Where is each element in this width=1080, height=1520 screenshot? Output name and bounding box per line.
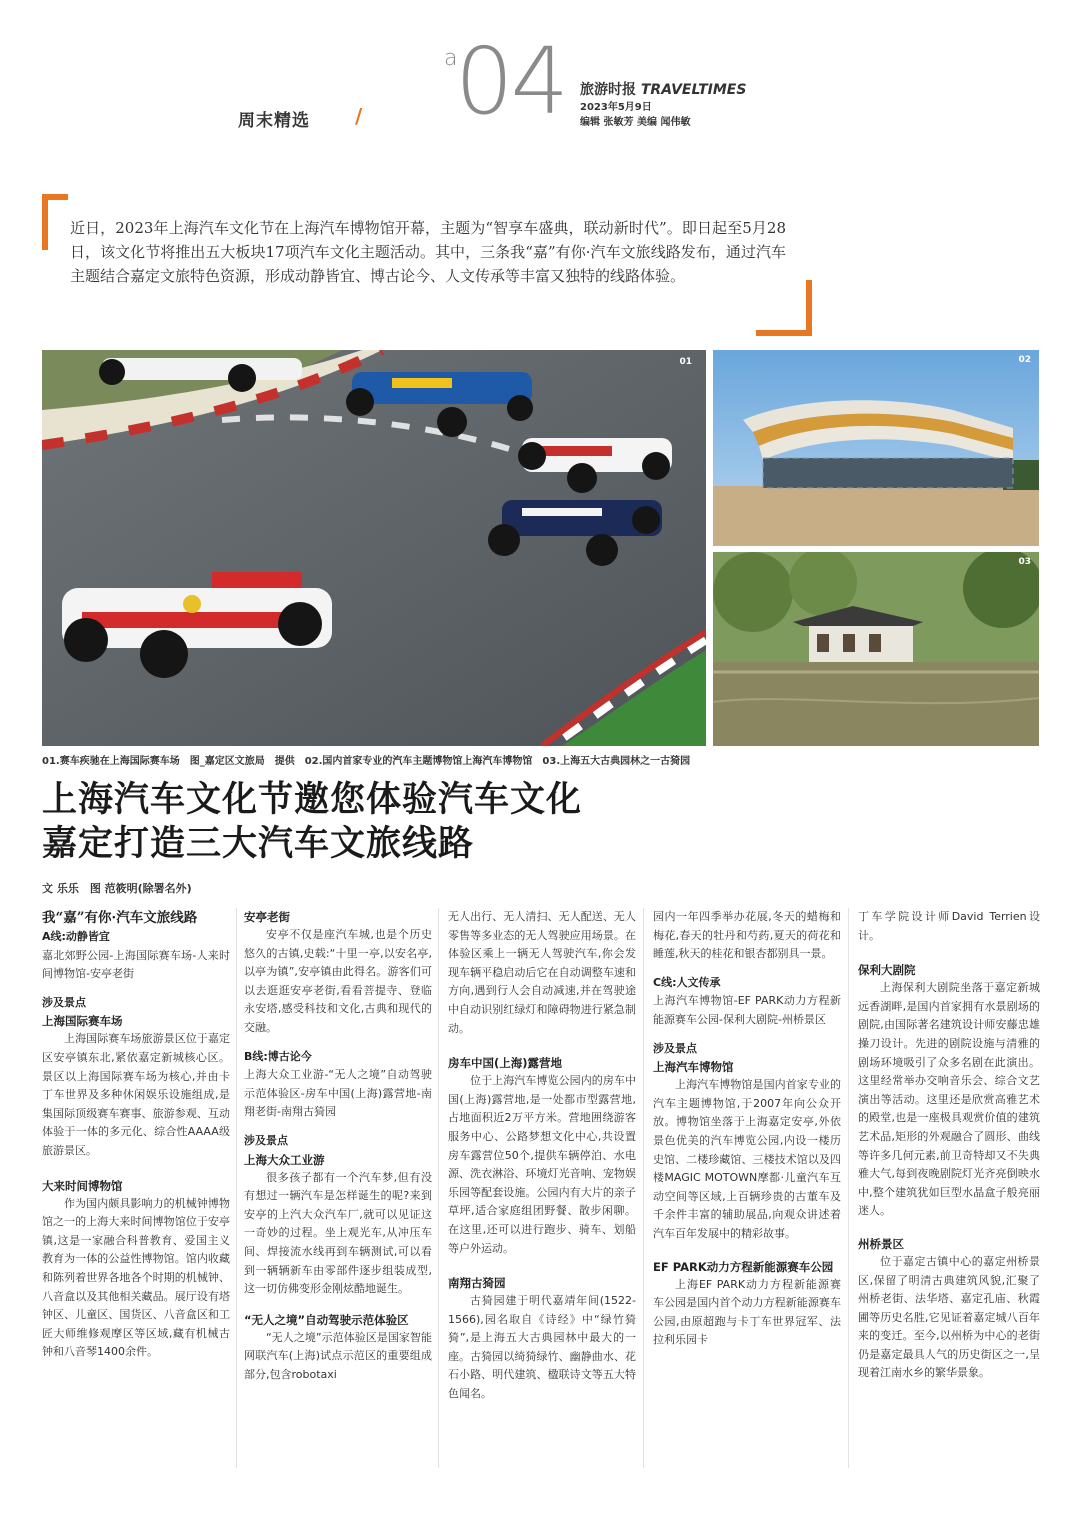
byline: 文 乐乐 图 范筱明(除署名外) bbox=[42, 882, 192, 895]
column-rule bbox=[643, 908, 644, 1468]
photo-number-01: 01 bbox=[679, 357, 692, 367]
heading-poly-theatre: 保利大剧院 bbox=[858, 963, 916, 978]
heading-shanghai-circuit: 上海国际赛车场 bbox=[42, 1014, 123, 1029]
photo-number-03: 03 bbox=[1018, 557, 1031, 567]
intro-paragraph: 近日，2023年上海汽车文化节在上海汽车博物馆开幕，主题为“智享车盛典，联动新时代”。即日起至5月28日，该文化节将推出五大板块17项汽车文化主题活动。其中，三条我“嘉”有你·汽车文旅线路发布，通过汽车主题结合嘉定文旅特色资源，形成动静皆宜、博古论今、人文传承等丰富又独特的线路体验。 bbox=[70, 219, 786, 285]
text-poly-theatre: 上海保利大剧院坐落于嘉定新城远香湖畔,是国内首家拥有水景剧场的剧院,由国际著名建筑设计师安藤忠雄操刀设计。先进的剧院设施与清雅的剧场环境吸引了众多名剧在此演出。这里经常举办交响音乐会、综合文艺演出等活动。这里还是欣赏高雅艺术的殿堂,也是一座极具观赏价值的建筑艺术品,矩形的外观融合了圆形、曲线等许多几何元素,前卫奇特却又不失典雅大气,每到夜晚剧院灯光齐亮倒映水中,整个建筑犹如巨型水晶盒子般亮丽迷人。 bbox=[858, 981, 1040, 1218]
line-b-spots-label: 涉及景点 bbox=[244, 1133, 288, 1147]
text-guyi-garden: 古猗园建于明代嘉靖年间(1522-1566),园名取自《诗经》中“绿竹猗猗”,是上海五大古典园林中最大的一座。古猗园以绮猗绿竹、幽静曲水、花石小路、明代建筑、楹联诗文等五大特色闻名。 bbox=[448, 1294, 636, 1401]
photo-auto-museum bbox=[713, 350, 1039, 546]
column-rule bbox=[236, 908, 237, 1468]
headline bbox=[42, 778, 582, 866]
column-rule bbox=[438, 908, 439, 1468]
headline-line-1: 上海汽车文化节邀您体验汽车文化 bbox=[42, 779, 583, 820]
page-prefix: a bbox=[444, 46, 458, 71]
headline-line-2: 嘉定打造三大汽车文旅线路 bbox=[42, 823, 475, 864]
section-slash: / bbox=[355, 104, 363, 128]
text-shanghai-circuit: 上海国际赛车场旅游景区位于嘉定区安亭镇东北,紧依嘉定新城核心区。景区以上海国际赛车场为核心,并由卡丁车世界及多种休闲娱乐设施组成,是集国际顶级赛车赛事、旅游参观、互动体验于一体的多元化、综合性AAAA级旅游景区。 bbox=[42, 1032, 230, 1157]
guyi-garden-illustration bbox=[713, 552, 1039, 746]
photo-race-circuit bbox=[42, 350, 706, 746]
line-b-route: 上海大众工业游-“无人之境”自动驾驶示范体验区-房车中国(上海)露营地-南翔老街-南翔古猗园 bbox=[244, 1068, 432, 1119]
article-column-2 bbox=[244, 908, 432, 1384]
photo-guyi-garden bbox=[713, 552, 1039, 746]
heading-vw-tour: 上海大众工业游 bbox=[244, 1152, 325, 1167]
article-column-5 bbox=[858, 908, 1040, 1383]
text-ef-park: 上海EF PARK动力方程新能源赛车公园是国内首个动力方程新能源赛车公园,由原超跑与卡丁车世界冠军、法拉利乐园卡 bbox=[653, 1277, 841, 1347]
heading-anting-street: 安亭老街 bbox=[244, 910, 290, 924]
intro-bracket-bottom-right bbox=[756, 280, 812, 336]
article-column-3 bbox=[448, 908, 636, 1404]
text-auto-museum: 上海汽车博物馆是国内首家专业的汽车主题博物馆,于2007年向公众开放。博物馆坐落于上海嘉定安亭,外依景色优美的汽车博览公园,内设一楼历史馆、二楼珍藏馆、三楼技术馆以及四楼MAGIC MOTOWN摩都·儿童汽车互动空间等区域,上百辆珍贵的古董车及千余件丰富的辅助展品,向观众讲述着汽车百年发展中的精彩故事。 bbox=[653, 1078, 841, 1240]
text-guyi-garden-cont: 园内一年四季举办花展,冬天的蜡梅和梅花,春天的牡丹和芍药,夏天的荷花和睡莲,秋天的桂花和银杏都别具一景。 bbox=[653, 910, 841, 961]
heading-ef-park: EF PARK动力方程新能源赛车公园 bbox=[653, 1259, 834, 1274]
editors-credit: 编辑 张敏芳 美编 闻伟敏 bbox=[580, 117, 691, 128]
column-rule bbox=[848, 908, 849, 1468]
paper-name bbox=[580, 79, 746, 99]
auto-museum-illustration bbox=[713, 350, 1039, 546]
text-autonomous-zone: “无人之境”示范体验区是国家智能网联汽车(上海)试点示范区的重要组成部分,包含robotaxi bbox=[244, 1330, 432, 1381]
line-a-spots-label: 涉及景点 bbox=[42, 995, 86, 1009]
text-rv-camp: 位于上海汽车博览公园内的房车中国(上海)露营地,是一处都市型露营地,占地面积近2万平方米。营地囲绕游客服务中心、公路梦想文化中心,共设置房车露营位50个,提供车辆停泊、水电源、洗衣淋浴、环境灯光音响、宠物娱乐园等配套设施。公园内有大片的亲子草坪,适合家庭组团野餐、散步闲聊。在这里,还可以进行跑步、骑车、划船等户外运动。 bbox=[448, 1074, 636, 1255]
line-c-spots-label: 涉及景点 bbox=[653, 1041, 697, 1055]
intro-bracket-top-left bbox=[42, 194, 68, 250]
route-section-title: 我“嘉”有你·汽车文旅线路 bbox=[42, 910, 198, 926]
photo-number-02: 02 bbox=[1018, 355, 1031, 365]
heading-auto-museum: 上海汽车博物馆 bbox=[653, 1060, 734, 1075]
line-b-title: B线:博古论今 bbox=[244, 1049, 312, 1063]
heading-dalai-museum: 大来时间博物馆 bbox=[42, 1178, 123, 1193]
race-circuit-illustration bbox=[42, 350, 706, 746]
photo-caption: 01.赛车疾驰在上海国际赛车场 图_嘉定区文旅局 提供 02.国内首家专业的汽车主题博物馆上海汽车博物馆 03.上海五大古典园林之一古猗园 bbox=[42, 756, 691, 767]
text-dalai-museum: 作为国内颇具影响力的机械钟博物馆之一的上海大来时间博物馆位于安亭镇,这是一家融合科普教育、爱国主义教育为一体的公益性博物馆。馆内收藏和陈列着世界各地各个时期的机械钟、八音盒以及其他相关藏品。展厅设有塔钟区、儿童区、国货区、八音盒区和工匠大师维修观摩区等区域,藏有机械古钟和八音琴1400余件。 bbox=[42, 1196, 230, 1359]
line-c-route: 上海汽车博物馆-EF PARK动力方程新能源赛车公园-保利大剧院-州桥景区 bbox=[653, 994, 841, 1026]
heading-guyi-garden: 南翔古猗园 bbox=[448, 1276, 506, 1291]
heading-rv-camp: 房车中国(上海)露营地 bbox=[448, 1056, 563, 1071]
paper-name-en: TRAVELTIMES bbox=[640, 82, 747, 98]
text-ef-park-cont: 丁车学院设计师David Terrien设计。 bbox=[858, 910, 1040, 942]
line-a-title: A线:动静皆宜 bbox=[42, 930, 110, 943]
article-column-4 bbox=[653, 908, 841, 1350]
section-label: 周末精选 bbox=[238, 111, 310, 131]
publication-date: 2023年5月9日 bbox=[580, 102, 652, 113]
line-c-title: C线:人文传承 bbox=[653, 975, 721, 989]
line-a-route: 嘉北郊野公园-上海国际赛车场-人来时间博物馆-安亭老街 bbox=[42, 948, 230, 981]
paper-name-cn: 旅游时报 bbox=[580, 82, 636, 98]
heading-autonomous-zone: “无人之境”自动驾驶示范体验区 bbox=[244, 1312, 409, 1327]
text-autonomous-zone-cont: 无人出行、无人清扫、无人配送、无人零售等多业态的无人驾驶应用场景。在体验区乘上一辆无人驾驶汽车,你会发现车辆平稳启动后它在自动调整车速和方向,遇到行人会自动减速,并在驾驶途中自动识别红绿灯和障碍物进行紧急制动。 bbox=[448, 910, 636, 1035]
text-anting-street: 安亭不仅是座汽车城,也是个历史悠久的古镇,史载:“十里一亭,以安名亭,以亭为镇”,安亭镇由此得名。游客们可以去逛逛安亭老街,看看菩提寺、登临永安塔,感受科技和文化,古典和现代的交融。 bbox=[244, 928, 432, 1034]
heading-zhouqiao: 州桥景区 bbox=[858, 1236, 904, 1251]
text-zhouqiao: 位于嘉定古镇中心的嘉定州桥景区,保留了明清古典建筑风貌,汇聚了州桥老街、法华塔、嘉定孔庙、秋霞圃等历史名胜,它见证着嘉定城八百年来的变迁。至今,以州桥为中心的老街仍是嘉定最具人气的历史街区之一,呈现着江南水乡的繁华景象。 bbox=[858, 1254, 1040, 1380]
article-column-1 bbox=[42, 908, 230, 1362]
page-number: 04 bbox=[455, 28, 567, 135]
text-vw-tour: 很多孩子都有一个汽车梦,但有没有想过一辆汽车是怎样诞生的呢?来到安亭的上汽大众汽车厂,就可以见证这一奇妙的过程。坐上观光车,从冲压车间、焊接流水线再到车辆测试,可以看到一辆辆新车由零部件逐步组装成型,这一切仿佛变形金刚炫酷地诞生。 bbox=[244, 1170, 432, 1296]
